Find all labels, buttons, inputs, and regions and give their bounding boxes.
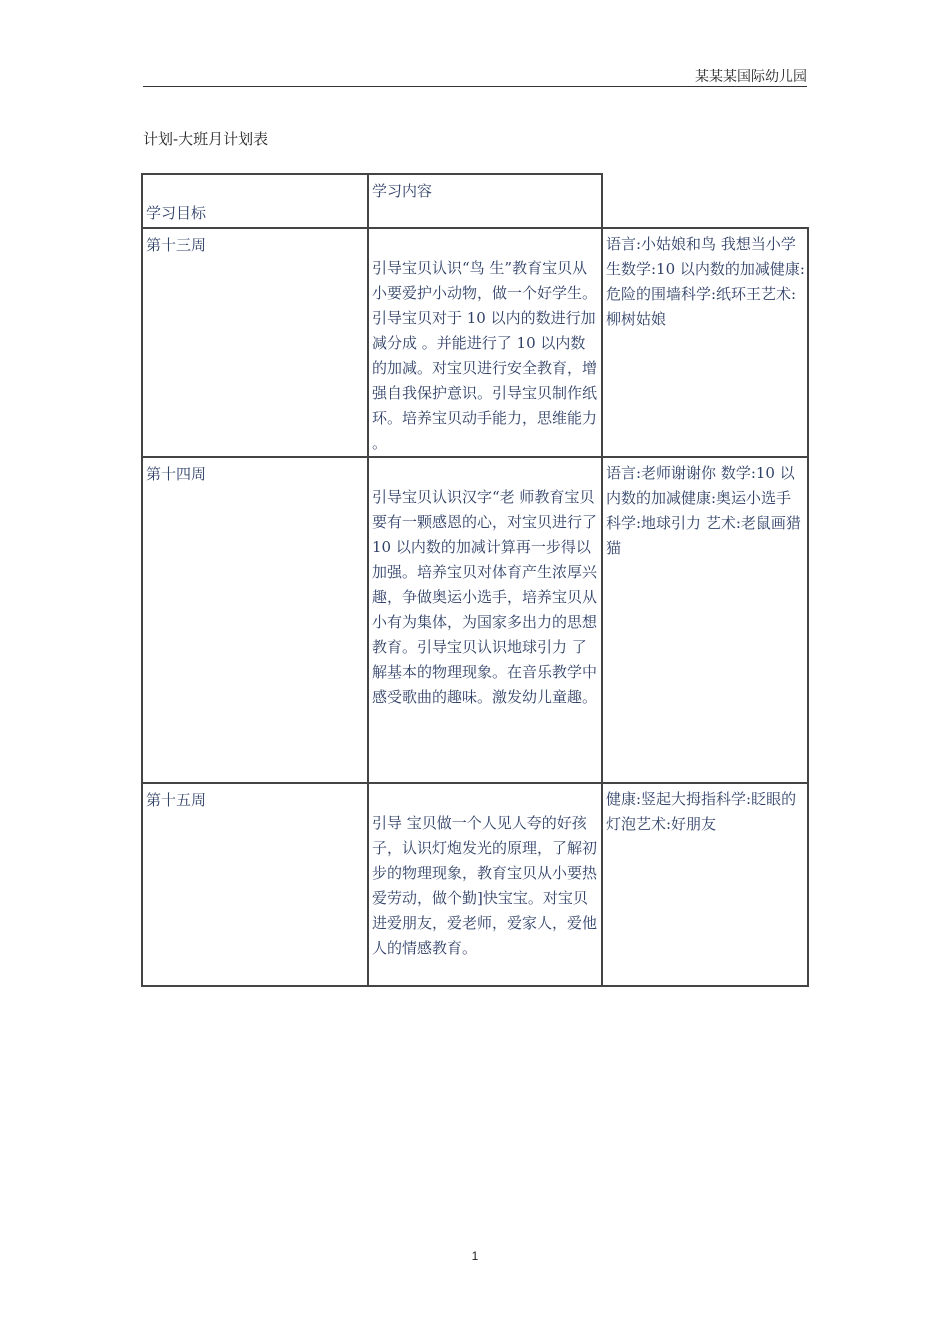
- document-title: 计划-大班月计划表: [143, 130, 269, 148]
- activities-cell: [602, 457, 808, 783]
- page-number: 1: [471, 1249, 479, 1263]
- content-cell: [368, 228, 602, 457]
- learning-content: 引导 宝贝做一个人见人夸的好孩子，认识灯炮发光的原理，了解初步的物理现象，教育宝贝从小要热爱劳动，做个勤]快宝宝。对宝贝进爱朋友，爱老师，爱家人，爱他人的情感教育。: [372, 814, 598, 957]
- column-header-content-cell: [368, 174, 602, 228]
- column-header-content: 学习内容: [372, 182, 433, 200]
- table-header-row: [142, 174, 808, 228]
- content-cell: [368, 783, 602, 986]
- week-cell: [142, 457, 368, 783]
- content-cell: [368, 457, 602, 783]
- activity-list: 语言:老师谢谢你 数学:10 以内数的加减健康:奥运小选手科学:地球引力 艺术:老鼠画猎猫: [606, 464, 801, 557]
- column-header-goal: 学习目标: [146, 204, 207, 222]
- activities-cell: [602, 228, 808, 457]
- activities-cell: [602, 783, 808, 986]
- activity-list: 健康:竖起大拇指科学:眨眼的灯泡艺术:好朋友: [606, 790, 797, 833]
- activity-list: 语言:小姑娘和鸟 我想当小学生数学:10 以内数的加减健康:危险的围墙科学:纸环王艺术:柳树姑娘: [606, 235, 805, 328]
- week-label: 第十四周: [146, 465, 207, 483]
- week-label: 第十五周: [146, 791, 207, 809]
- week-cell: [142, 228, 368, 457]
- header-divider: [143, 86, 807, 87]
- column-header-empty-cell: [602, 174, 808, 228]
- table-row: [142, 783, 808, 986]
- column-header-goal-cell: [142, 174, 368, 228]
- week-cell: [142, 783, 368, 986]
- week-label: 第十三周: [146, 236, 207, 254]
- table-row: [142, 228, 808, 457]
- monthly-plan-table: [141, 173, 809, 987]
- table-row: [142, 457, 808, 783]
- learning-content: 引导宝贝认识汉字“老 师教育宝贝要有一颗感恩的心，对宝贝进行了 10 以内数的加减计算再一步得以加强。培养宝贝对体育产生浓厚兴趣，争做奥运小选手，培养宝贝从小有为集体，为国家多出力的思想教育。引导宝贝认识地球引力 了解基本的物理现象。在音乐教学中感受歌曲的趣味。激发幼儿童趣。: [372, 488, 598, 706]
- header-organization-name: 某某某国际幼儿园: [695, 69, 807, 85]
- learning-content: 引导宝贝认识“鸟 生”教育宝贝从小要爱护小动物，做一个好学生。引导宝贝对于 10 以内的数进行加减分成 。并能进行了 10 以内数的加减。对宝贝进行安全教育，增强自我保护意识。引导宝贝制作纸环。培养宝贝动手能力，思维能力 。: [372, 259, 598, 452]
